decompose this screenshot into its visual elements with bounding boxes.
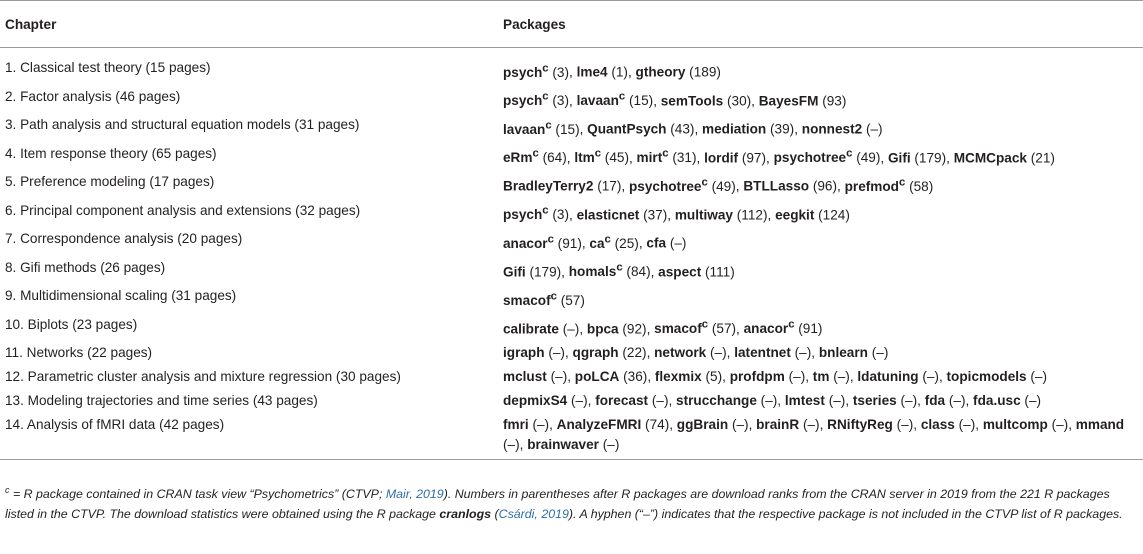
package-entry (785, 393, 845, 408)
chapter-cell: 14. Analysis of fMRI data (42 pages) (0, 412, 501, 460)
package-entry (595, 393, 668, 408)
download-rank: (31) (672, 150, 697, 166)
ctvp-marker: c (662, 147, 669, 160)
package-name: latentnet (734, 345, 791, 361)
ctvp-marker: c (788, 318, 795, 331)
download-rank: (57) (711, 321, 737, 337)
download-rank: (–) (794, 345, 812, 361)
header-row (0, 1, 1143, 48)
ctvp-marker: c (604, 233, 611, 246)
packages-cell: fmri (–), AnalyzeFMRI (74), ggBrain (–), brainR (–), RNiftyReg (–), class (–), multcomp (–), mmand (–), brainwaver (–) (501, 412, 1143, 460)
download-rank: (124) (818, 207, 850, 223)
table-row (0, 226, 1143, 255)
package-name: profdpm (729, 369, 785, 385)
download-rank: (–) (958, 417, 976, 433)
package-entry (503, 321, 579, 336)
package-entry (813, 369, 850, 384)
package-name: QuantPsych (587, 121, 667, 137)
package-entry (704, 150, 766, 165)
chapter-cell: 12. Parametric cluster analysis and mixture regression (30 pages) (5, 369, 401, 385)
package-name: tseries (852, 393, 897, 409)
package-entry (577, 65, 628, 80)
package-entry (925, 393, 966, 408)
package-entry (503, 147, 567, 166)
chapter-cell: 11. Networks (22 pages) (5, 345, 153, 361)
table-row (0, 84, 1143, 113)
column-header-packages: Packages (501, 1, 1143, 48)
package-name: poLCA (574, 369, 620, 385)
package-entry (527, 437, 619, 452)
download-rank: (–) (710, 345, 727, 361)
package-entry (568, 261, 651, 280)
packages-cell: psych$^c$ (3), elasticnet (37), multiway (112), eegkit (124) (503, 204, 850, 223)
chapter-cell: 4. Item response theory (65 pages) (5, 145, 217, 161)
ctvp-marker: c (542, 62, 549, 74)
packages-cell: calibrate (–), bpca (92), smacof$^c$ (57), anacor$^c$ (91) (503, 318, 823, 337)
package-name: mirt (636, 150, 663, 166)
table-footnote (5, 485, 1138, 524)
chapter-cell: 1. Classical test theory (15 pages) (5, 60, 211, 75)
download-rank: (–) (1051, 417, 1069, 433)
package-entry (661, 93, 751, 108)
package-name: psych (503, 93, 543, 109)
package-entry (702, 122, 794, 137)
download-rank: (36) (623, 369, 648, 385)
package-name: smacof (503, 292, 551, 308)
citation-link-csardi[interactable]: Csárdi, 2019 (498, 506, 569, 521)
footnote-text-2: ). Numbers in parentheses after R packages are download ranks from the CRAN server in 2019 from the 221 R packages listed in the CTVP. The download statistics were obtained using the R package (5, 487, 1110, 521)
package-name: mediation (702, 121, 767, 137)
download-rank: (3) (552, 207, 570, 223)
package-name: BayesFM (758, 93, 819, 109)
ctvp-marker: c (532, 147, 539, 160)
table-row (0, 340, 1143, 364)
package-name: lavaan (576, 93, 619, 109)
chapter-cell: 2. Factor analysis (46 pages) (5, 88, 181, 104)
package-name: igraph (503, 345, 545, 361)
package-name: homals (568, 264, 617, 280)
package-entry (819, 345, 889, 360)
package-entry (857, 369, 939, 384)
package-name: ca (589, 235, 605, 251)
package-name: Gifi (887, 150, 911, 166)
package-name: aspect (658, 264, 702, 280)
package-name: lme4 (576, 64, 608, 80)
package-name: flexmix (654, 369, 702, 385)
package-entry (503, 119, 580, 137)
download-rank: (21) (1030, 150, 1055, 166)
ctvp-marker: c (618, 90, 626, 103)
package-name: brainR (756, 417, 800, 433)
ctvp-marker: c (701, 318, 709, 331)
download-rank: (49) (856, 150, 881, 166)
download-rank: (43) (670, 121, 695, 137)
package-name: BradleyTerry2 (503, 178, 594, 194)
package-name: eegkit (775, 207, 815, 223)
table-row (0, 169, 1143, 198)
download-rank: (5) (705, 369, 723, 385)
package-entry (827, 417, 913, 432)
chapter-cell: 9. Multidimensional scaling (31 pages) (5, 288, 237, 304)
package-entry (503, 264, 561, 279)
package-name: RNiftyReg (827, 417, 893, 433)
package-entry (557, 417, 670, 432)
chapter-cell: 5. Preference modeling (17 pages) (5, 174, 215, 190)
download-rank: (–) (871, 345, 889, 361)
ctvp-marker: c (550, 290, 557, 303)
package-name: psychotree (628, 178, 702, 194)
package-entry (973, 393, 1041, 408)
package-name: smacof (654, 321, 702, 337)
table-row (0, 141, 1143, 170)
package-entry (646, 236, 686, 251)
download-rank: (91) (557, 235, 582, 251)
package-entry (853, 393, 917, 408)
package-entry (636, 65, 721, 80)
packages-cell: Gifi (179), homals$^c$ (84), aspect (111) (503, 261, 735, 280)
footnote-text-1: = R package contained in CRAN task view “Psychometrics” (CTVP; (9, 487, 386, 501)
package-entry (743, 179, 837, 194)
package-entry (654, 318, 737, 337)
package-name: anacor (743, 321, 789, 337)
package-entry (921, 417, 975, 432)
download-rank: (–) (833, 369, 850, 385)
download-rank: (–) (896, 417, 914, 433)
table-row (0, 312, 1143, 341)
download-rank: (–) (602, 437, 620, 453)
download-rank: (84) (626, 264, 651, 280)
package-entry (503, 417, 549, 432)
package-entry (947, 369, 1047, 384)
package-entry (503, 204, 570, 223)
footnote-package-name: cranlogs (439, 506, 492, 521)
download-rank: (–) (550, 369, 568, 385)
package-name: qgraph (572, 345, 619, 361)
package-name: depmixS4 (503, 393, 568, 409)
download-rank: (–) (651, 393, 669, 409)
ctvp-marker: c (542, 90, 549, 103)
table-row (0, 412, 1143, 460)
package-name: MCMCpack (953, 150, 1027, 166)
download-rank: (–) (948, 393, 966, 409)
package-name: bpca (586, 321, 619, 337)
download-rank: (–) (865, 121, 883, 137)
download-rank: (3) (552, 93, 570, 109)
table-row (0, 364, 1143, 388)
download-rank: (–) (1024, 393, 1042, 409)
chapter-cell: 8. Gifi methods (26 pages) (5, 259, 166, 275)
download-rank: (–) (922, 369, 939, 385)
package-entry (587, 321, 647, 336)
ctvp-marker: c (594, 147, 602, 160)
package-entry (503, 179, 621, 194)
package-entry (743, 318, 823, 337)
package-name: anacor (503, 235, 548, 251)
table-row (0, 255, 1143, 284)
download-rank: (25) (614, 235, 639, 251)
packages-cell: BradleyTerry2 (17), psychotree$^c$ (49), BTLLasso (96), prefmod$^c$ (58) (503, 176, 934, 194)
package-name: multiway (674, 207, 733, 223)
citation-link-mair[interactable]: Mair, 2019 (385, 487, 444, 501)
package-name: semTools (660, 93, 724, 109)
package-entry (577, 207, 668, 222)
package-entry (503, 290, 585, 308)
ctvp-marker: c (616, 261, 623, 274)
package-name: tm (812, 369, 830, 385)
package-name: mmand (1075, 417, 1125, 433)
download-rank: (37) (643, 207, 668, 223)
download-rank: (–) (828, 393, 846, 409)
download-rank: (45) (604, 150, 629, 166)
download-rank: (97) (741, 150, 767, 166)
package-name: forecast (595, 393, 649, 409)
package-entry (576, 90, 654, 109)
packages-cell: igraph (–), qgraph (22), network (–), latentnet (–), bnlearn (–) (503, 345, 889, 361)
package-entry (574, 147, 629, 166)
download-rank: (189) (689, 64, 721, 80)
package-name: network (654, 345, 707, 361)
package-name: ldatuning (857, 369, 919, 385)
download-rank: (–) (802, 417, 820, 433)
packages-cell: psych$^c$ (3), lavaan$^c$ (15), semTools (30), BayesFM (93) (503, 90, 847, 109)
table-body (0, 48, 1143, 460)
download-rank: (22) (622, 345, 647, 361)
package-entry (730, 369, 806, 384)
column-header-chapter: Chapter (0, 1, 501, 48)
chapter-cell: 6. Principal component analysis and extensions (32 pages) (5, 202, 361, 218)
package-entry (573, 345, 647, 360)
download-rank: (–) (548, 345, 565, 361)
package-name: topicmodels (946, 369, 1027, 385)
package-name: lmtest (784, 393, 825, 409)
package-name: calibrate (503, 321, 559, 337)
download-rank: (3) (552, 64, 570, 80)
package-name: ggBrain (676, 417, 729, 433)
package-name: lordif (704, 150, 739, 166)
ctvp-marker: c (545, 119, 552, 132)
package-entry (888, 150, 946, 165)
package-entry (756, 417, 819, 432)
chapter-cell: 13. Modeling trajectories and time series (43 pages) (5, 393, 318, 409)
table-row (0, 388, 1143, 412)
ctvp-marker: c (701, 176, 708, 189)
download-rank: (15) (555, 121, 580, 137)
package-name: lavaan (503, 121, 546, 137)
download-rank: (–) (731, 417, 749, 433)
package-entry (775, 207, 850, 222)
package-entry (589, 233, 639, 251)
package-name: psychotree (773, 150, 847, 166)
download-rank: (92) (622, 321, 647, 337)
package-entry (734, 345, 811, 360)
package-entry (773, 147, 881, 166)
package-name: strucchange (676, 393, 757, 409)
package-entry (575, 369, 648, 384)
package-entry (503, 90, 570, 109)
packages-cell: eRm$^c$ (64), ltm$^c$ (45), mirt$^c$ (31), lordif (97), psychotree$^c$ (49), Gifi (179), MCMCpack (21) (503, 147, 1055, 166)
download-rank: (64) (542, 150, 567, 166)
package-entry (759, 93, 847, 108)
package-entry (636, 147, 697, 166)
download-rank: (–) (900, 393, 918, 409)
table-row (0, 198, 1143, 227)
chapter-cell: 7. Correspondence analysis (20 pages) (5, 231, 243, 247)
chapter-cell: 3. Path analysis and structural equation models (31 pages) (5, 117, 360, 133)
package-name: psych (503, 207, 543, 223)
package-entry (503, 393, 588, 408)
download-rank: (179) (529, 264, 562, 280)
package-name: nonnest2 (801, 121, 863, 137)
download-rank: (57) (560, 292, 585, 308)
package-name: fda.usc (973, 393, 1021, 409)
download-rank: (–) (503, 437, 520, 453)
package-entry (677, 417, 749, 432)
download-rank: (93) (822, 93, 847, 109)
packages-cell: mclust (–), poLCA (36), flexmix (5), profdpm (–), tm (–), ldatuning (–), topicmodels (–) (503, 369, 1047, 385)
package-name: psych (503, 64, 543, 80)
package-entry (503, 369, 567, 384)
package-name: bnlearn (818, 345, 868, 361)
download-rank: (–) (760, 393, 778, 409)
package-name: gtheory (635, 64, 686, 80)
packages-cell (501, 283, 1143, 312)
download-rank: (49) (711, 178, 736, 194)
package-entry (503, 233, 582, 251)
ctvp-marker: c (542, 204, 549, 217)
download-rank: (17) (597, 178, 622, 194)
package-entry (503, 345, 565, 360)
package-name: mclust (503, 369, 547, 385)
package-name: Gifi (503, 264, 526, 280)
package-name: class (920, 417, 955, 433)
package-name: eRm (503, 150, 533, 166)
package-name: BTLLasso (743, 178, 810, 194)
footnote-text-4: ). A hyphen (“–”) indicates that the respective package is not included in the CTVP list of R packages. (568, 506, 1123, 521)
package-entry (675, 207, 768, 222)
packages-cell: lavaan$^c$ (15), QuantPsych (43), mediation (39), nonnest2 (–) (503, 119, 883, 137)
packages-cell: psych$^c$ (3), lme4 (1), gtheory (189) (503, 62, 721, 80)
table-row (0, 48, 1143, 84)
download-rank: (30) (726, 93, 752, 109)
download-rank: (91) (798, 321, 823, 337)
package-name: cfa (646, 235, 667, 251)
download-rank: (96) (812, 178, 838, 194)
ctvp-marker: c (898, 176, 906, 189)
package-name: prefmod (844, 178, 899, 194)
package-entry (503, 62, 570, 80)
footnote-sup: c (5, 484, 10, 495)
download-rank: (39) (770, 121, 795, 137)
download-rank: (111) (705, 264, 735, 280)
package-name: fmri (503, 417, 529, 433)
download-rank: (15) (629, 93, 654, 109)
package-entry (676, 393, 777, 408)
table-row (0, 112, 1143, 141)
package-name: ltm (574, 150, 595, 166)
package-entry (844, 176, 934, 194)
packages-cell: depmixS4 (–), forecast (–), strucchange (–), lmtest (–), tseries (–), fda (–), fda.usc (–) (503, 393, 1042, 409)
download-rank: (112) (736, 207, 768, 223)
download-rank: (–) (669, 235, 687, 251)
package-name: AnalyzeFMRI (556, 417, 642, 433)
download-rank: (–) (532, 417, 550, 433)
package-entry (954, 150, 1055, 165)
download-rank: (–) (1030, 369, 1047, 385)
download-rank: (58) (909, 178, 934, 194)
table-row (0, 283, 1143, 312)
package-entry (587, 122, 694, 137)
package-entry (654, 345, 727, 360)
download-rank: (–) (571, 393, 588, 409)
package-name: elasticnet (576, 207, 640, 223)
download-rank: (–) (562, 321, 580, 337)
download-rank: (74) (645, 417, 670, 433)
package-entry (658, 264, 735, 279)
package-name: brainwaver (527, 437, 599, 453)
download-rank: (–) (788, 369, 806, 385)
ctvp-marker: c (846, 147, 853, 160)
package-name: fda (924, 393, 946, 409)
package-entry (655, 369, 722, 384)
ctvp-marker: c (547, 233, 554, 246)
footnote-text-3: ( (491, 506, 499, 521)
download-rank: (1) (611, 64, 628, 80)
download-rank: (179) (914, 150, 947, 166)
package-entry (628, 176, 736, 194)
package-entry (983, 417, 1068, 432)
packages-cell: anacor$^c$ (91), $ca^c$ (25), cfa (–) (503, 233, 687, 251)
package-name: multcomp (982, 417, 1048, 433)
package-entry (802, 122, 883, 137)
chapter-cell: 10. Biplots (23 pages) (5, 316, 138, 332)
